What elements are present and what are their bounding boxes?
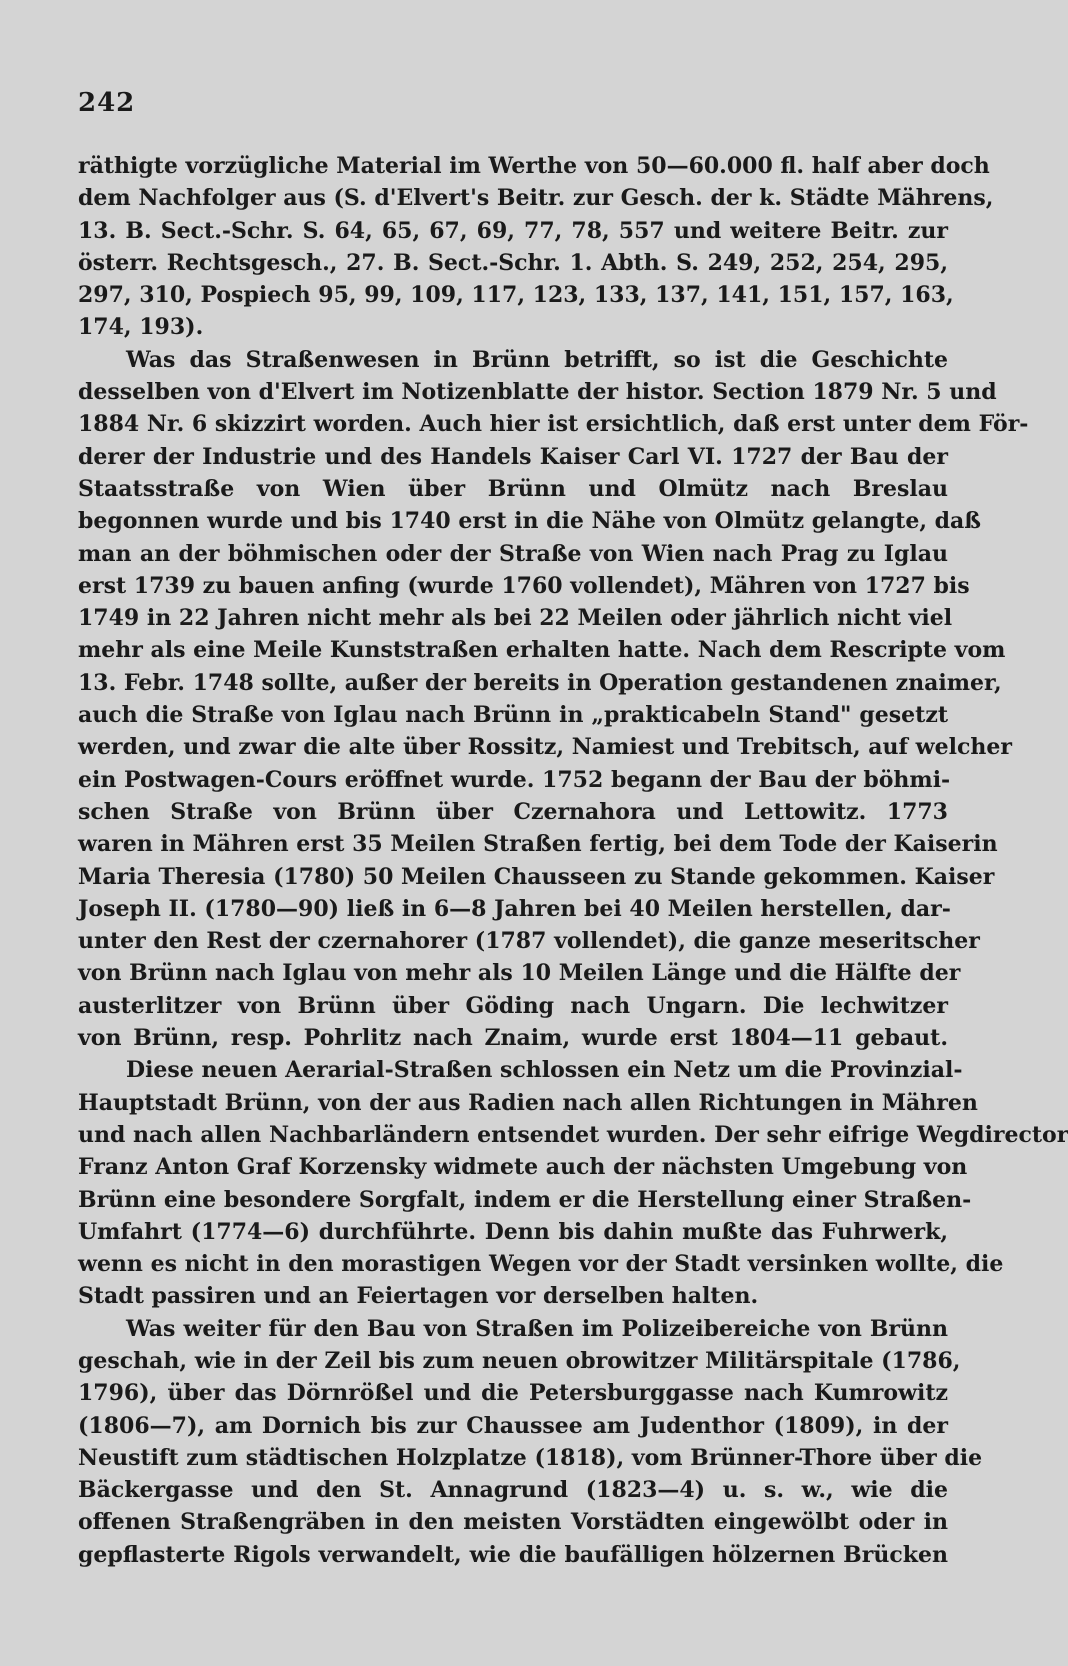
text-line: Was weiter für den Bau von Straßen im Polizeibereiche von Brünn — [126, 1315, 948, 1342]
text-line: Stadt passiren und an Feiertagen vor derselben halten. — [78, 1283, 759, 1310]
page-number: 242 — [78, 88, 136, 118]
text-line: 1884 Nr. 6 skizzirt worden. Auch hier ist ersichtlich, daß erst unter dem För- — [78, 411, 1029, 438]
text-line: österr. Rechtsgesch., 27. B. Sect.-Schr. 1. Abth. S. 249, 252, 254, 295, — [78, 249, 948, 276]
text-line: erst 1739 zu bauen anfing (wurde 1760 vollendet), Mähren von 1727 bis — [78, 572, 970, 599]
text-line: desselben von d'Elvert im Notizenblatte der histor. Section 1879 Nr. 5 und — [78, 379, 997, 406]
text-line: geschah, wie in der Zeil bis zum neuen obrowitzer Militärspitale (1786, — [78, 1347, 961, 1374]
text-line: offenen Straßengräben in den meisten Vorstädten eingewölbt oder in — [78, 1509, 948, 1536]
text-line: Staatsstraße von Wien über Brünn und Olmütz nach Breslau — [78, 475, 948, 502]
text-line: Neustift zum städtischen Holzplatze (1818), vom Brünner-Thore über die — [78, 1444, 983, 1471]
text-line: Brünn eine besondere Sorgfalt, indem er die Herstellung einer Straßen- — [78, 1186, 972, 1213]
text-line: ein Postwagen-Cours eröffnet wurde. 1752 begann der Bau der böhmi- — [78, 766, 951, 793]
text-line: von Brünn, resp. Pohrlitz nach Znaim, wurde erst 1804—11 gebaut. — [78, 1025, 948, 1052]
text-line: Diese neuen Aerarial-Straßen schlossen ein Netz um die Provinzial- — [126, 1057, 963, 1084]
text-line: 1796), über das Dörnrößel und die Petersburggasse nach Kumrowitz — [78, 1380, 948, 1407]
text-line: austerlitzer von Brünn über Göding nach Ungarn. Die lechwitzer — [78, 992, 948, 1019]
text-line: waren in Mähren erst 35 Meilen Straßen fertig, bei dem Tode der Kaiserin — [78, 831, 998, 858]
text-line: Was das Straßenwesen in Brünn betrifft, so ist die Geschichte — [126, 346, 948, 373]
text-line: 1749 in 22 Jahren nicht mehr als bei 22 Meilen oder jährlich nicht viel — [78, 605, 953, 632]
text-line: unter den Rest der czernahorer (1787 vollendet), die ganze meseritscher — [78, 928, 980, 955]
text-line: dem Nachfolger aus (S. d'Elvert's Beitr. zur Gesch. der k. Städte Mährens, — [78, 185, 994, 212]
text-line: 174, 193). — [78, 314, 204, 341]
text-line: schen Straße von Brünn über Czernahora und Lettowitz. 1773 — [78, 798, 948, 825]
text-line: Hauptstadt Brünn, von der aus Radien nach allen Richtungen in Mähren — [78, 1089, 978, 1116]
text-line: 13. Febr. 1748 sollte, außer der bereits in Operation gestandenen znaimer, — [78, 669, 1002, 696]
text-line: mehr als eine Meile Kunststraßen erhalten hatte. Nach dem Rescripte vom — [78, 637, 1006, 664]
text-line: derer der Industrie und des Handels Kaiser Carl VI. 1727 der Bau der — [78, 443, 948, 470]
text-line: Umfahrt (1774—6) durchführte. Denn bis dahin mußte das Fuhrwerk, — [78, 1218, 948, 1245]
text-line: Bäckergasse und den St. Annagrund (1823—4) u. s. w., wie die — [78, 1477, 948, 1504]
text-line: man an der böhmischen oder der Straße von Wien nach Prag zu Iglau — [78, 540, 948, 567]
text-line: und nach allen Nachbarländern entsendet wurden. Der sehr eifrige Wegdirector — [78, 1121, 1068, 1148]
text-line: Joseph II. (1780—90) ließ in 6—8 Jahren bei 40 Meilen herstellen, dar- — [78, 895, 951, 922]
text-line: Maria Theresia (1780) 50 Meilen Chausseen zu Stande gekommen. Kaiser — [78, 863, 995, 890]
text-line: Franz Anton Graf Korzensky widmete auch der nächsten Umgebung von — [78, 1154, 968, 1181]
text-line: gepflasterte Rigols verwandelt, wie die baufälligen hölzernen Brücken — [78, 1541, 948, 1568]
text-line: werden, und zwar die alte über Rossitz, Namiest und Trebitsch, auf welcher — [78, 734, 1012, 761]
text-line: auch die Straße von Iglau nach Brünn in „prakticabeln Stand" gesetzt — [78, 702, 948, 729]
text-line: begonnen wurde und bis 1740 erst in die Nähe von Olmütz gelangte, daß — [78, 508, 981, 535]
text-line: räthigte vorzügliche Material im Werthe von 50—60.000 fl. half aber doch — [78, 153, 990, 179]
text-line: von Brünn nach Iglau von mehr als 10 Meilen Länge und die Hälfte der — [78, 960, 961, 987]
text-line: 297, 310, Pospiech 95, 99, 109, 117, 123, 133, 137, 141, 151, 157, 163, — [78, 282, 954, 309]
text-line: 13. B. Sect.-Schr. S. 64, 65, 67, 69, 77, 78, 557 und weitere Beitr. zur — [78, 217, 948, 244]
body-text — [78, 150, 1068, 1571]
text-line: wenn es nicht in den morastigen Wegen vor der Stadt versinken wollte, die — [78, 1251, 1004, 1278]
text-line: (1806—7), am Dornich bis zur Chaussee am Judenthor (1809), in der — [78, 1412, 948, 1439]
